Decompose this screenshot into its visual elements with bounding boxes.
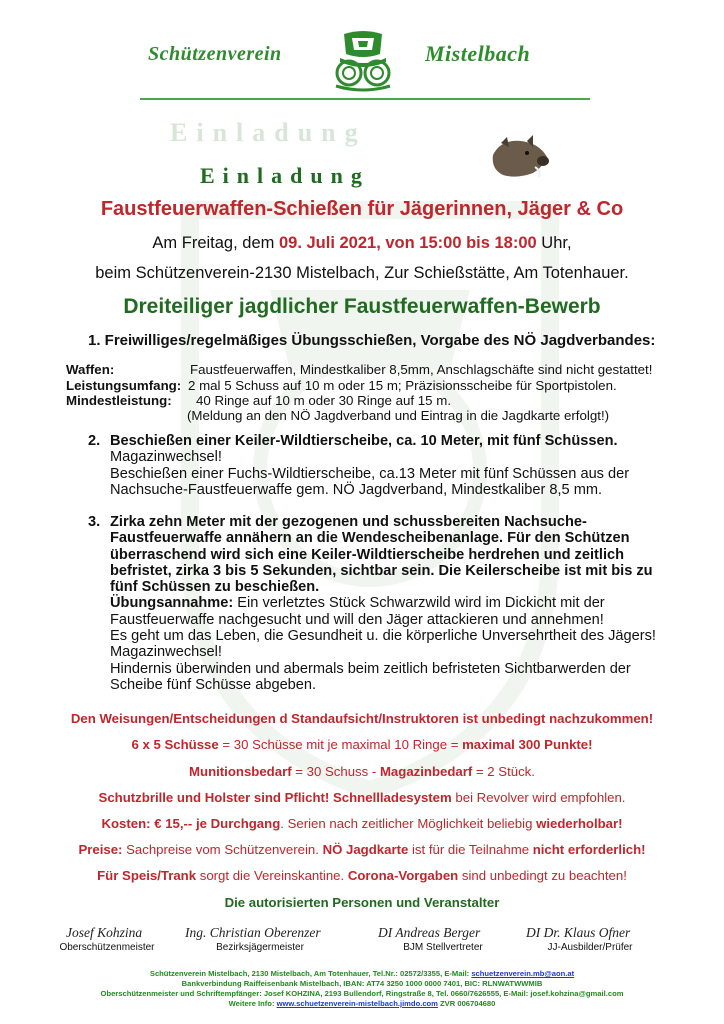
invitation-title: Einladung	[200, 163, 370, 188]
signature-role: BJM Stellvertreter	[403, 942, 483, 953]
event-date: Am Freitag, dem 09. Juli 2021, von 15:00 bis 18:00 Uhr,	[152, 234, 572, 252]
footer-address: Schützenverein Mistelbach, 2130 Mistelbach, Am Totenhauer, Tel.Nr.: 02572/3355, E-Mail: schuetzenverein.mb@aon.at	[149, 969, 575, 978]
signature-name: Josef Kohzina	[66, 925, 143, 940]
ghost-title: Einladung	[170, 118, 367, 147]
boar-head-icon	[487, 133, 551, 185]
footer-email-link[interactable]: schuetzenverein.mb@aon.at	[471, 969, 575, 978]
footer-contact: Oberschützenmeister und Schriftempfänger: Josef KOHZINA, 2193 Bullendorf, Ringstraße 8, Tel. 0660/7626555, E-Mail: josef.kohzina@gmail.com	[100, 989, 624, 998]
signature-role: Bezirksjägermeister	[216, 942, 304, 953]
prize-notice: Preise: Sachpreise vom Schützenverein. NÖ Jagdkarte ist für die Teilnahme nicht erforderlich!	[78, 842, 646, 857]
food-notice: Für Speis/Trank sorgt die Vereinskantine. Corona-Vorgaben sind unbedingt zu beachten!	[97, 868, 627, 883]
letterhead-divider	[140, 98, 590, 100]
club-emblem-icon	[332, 28, 394, 94]
registration-note: (Meldung an den NÖ Jagdverband und Eintrag in die Jagdkarte erfolgt!)	[187, 408, 610, 423]
footer-bank: Bankverbindung Raiffeisenbank Mistelbach, IBAN: AT74 3250 1000 0000 7401, BIC: RLNWATWWMIB	[181, 979, 543, 988]
footer-info: Weitere Info: www.schuetzenverein-mistelbach.jimdo.com ZVR 006704680	[228, 999, 496, 1008]
event-location: beim Schützenverein-2130 Mistelbach, Zur Schießstätte, Am Totenhauer.	[95, 264, 629, 282]
event-title: Faustfeuerwaffen-Schießen für Jägerinnen, Jäger & Co	[100, 198, 624, 220]
signature-name: Ing. Christian Oberenzer	[185, 925, 321, 940]
signature-role: JJ-Ausbilder/Prüfer	[547, 942, 633, 953]
cost-notice: Kosten: € 15,-- je Durchgang. Serien nach zeitlicher Möglichkeit beliebig wiederholbar!	[101, 816, 623, 831]
section-2: 2. Beschießen einer Keiler-Wildtierscheibe, ca. 10 Meter, mit fünf Schüssen. Magazinwechsel! Beschießen einer Fuchs-Wildtierscheibe, ca.13 Meter mit fünf Schüssen aus der Nachsuche-Faustfeuerwaffe gem. NÖ Jagdverband, Mindestkaliber 8,5 mm.	[88, 433, 630, 498]
club-name-left: Schützenverein	[148, 43, 282, 65]
organizers-heading: Die autorisierten Personen und Veranstalter	[224, 895, 500, 910]
signature-name: DI Dr. Klaus Ofner	[526, 925, 631, 940]
shots-notice: 6 x 5 Schüsse = 30 Schüsse mit je maximal 10 Ringe = maximal 300 Punkte!	[131, 737, 593, 752]
footer-website-link[interactable]: www.schuetzenverein-mistelbach.jimdo.com	[276, 999, 438, 1008]
ammo-notice: Munitionsbedarf = 30 Schuss - Magazinbedarf = 2 Stück.	[189, 764, 535, 779]
safety-notice: Schutzbrille und Holster sind Pflicht! Schnellladesystem bei Revolver wird empfohlen.	[98, 790, 626, 805]
competition-title: Dreiteiliger jagdlicher Faustfeuerwaffen-Bewerb	[123, 295, 601, 318]
signature-name: DI Andreas Berger	[378, 925, 481, 940]
section-3: 3. Zirka zehn Meter mit der gezogenen und schussbereiten Nachsuche- Faustfeuerwaffe annähern an die Wendescheibenanlage. Für den Schützen überraschend wird sich eine Keiler-Wildtierscheibe herdrehen und zeitlich befristet, zirka 3 bis 5 Sekunden, sichtbar sein. Die Keilerscheibe ist mit bis zu fünf Schüssen zu beschießen. Übungsannahme: Ein verletztes Stück Schwarzwild wird im Dickicht mit der Faustfeuerwaffe nachgesucht und will den Jäger attackieren und annehmen! Es geht um das Leben, die Gesundheit u. die körperliche Unversehrtheit des Jägers! Magazinwechsel! Hindernis überwinden und abermals beim zeitlich befristeten Sichtbarwerden der Scheibe fünf Schüsse abgeben.	[88, 514, 656, 693]
club-name-right: Mistelbach	[425, 41, 531, 66]
section-1-heading: 1. Freiwilliges/regelmäßiges Übungsschießen, Vorgabe des NÖ Jagdverbandes:	[88, 332, 656, 349]
instructions-notice: Den Weisungen/Entscheidungen d Standaufsicht/Instruktoren ist unbedingt nachzukommen!	[70, 711, 654, 726]
signature-role: Oberschützenmeister	[59, 942, 155, 953]
